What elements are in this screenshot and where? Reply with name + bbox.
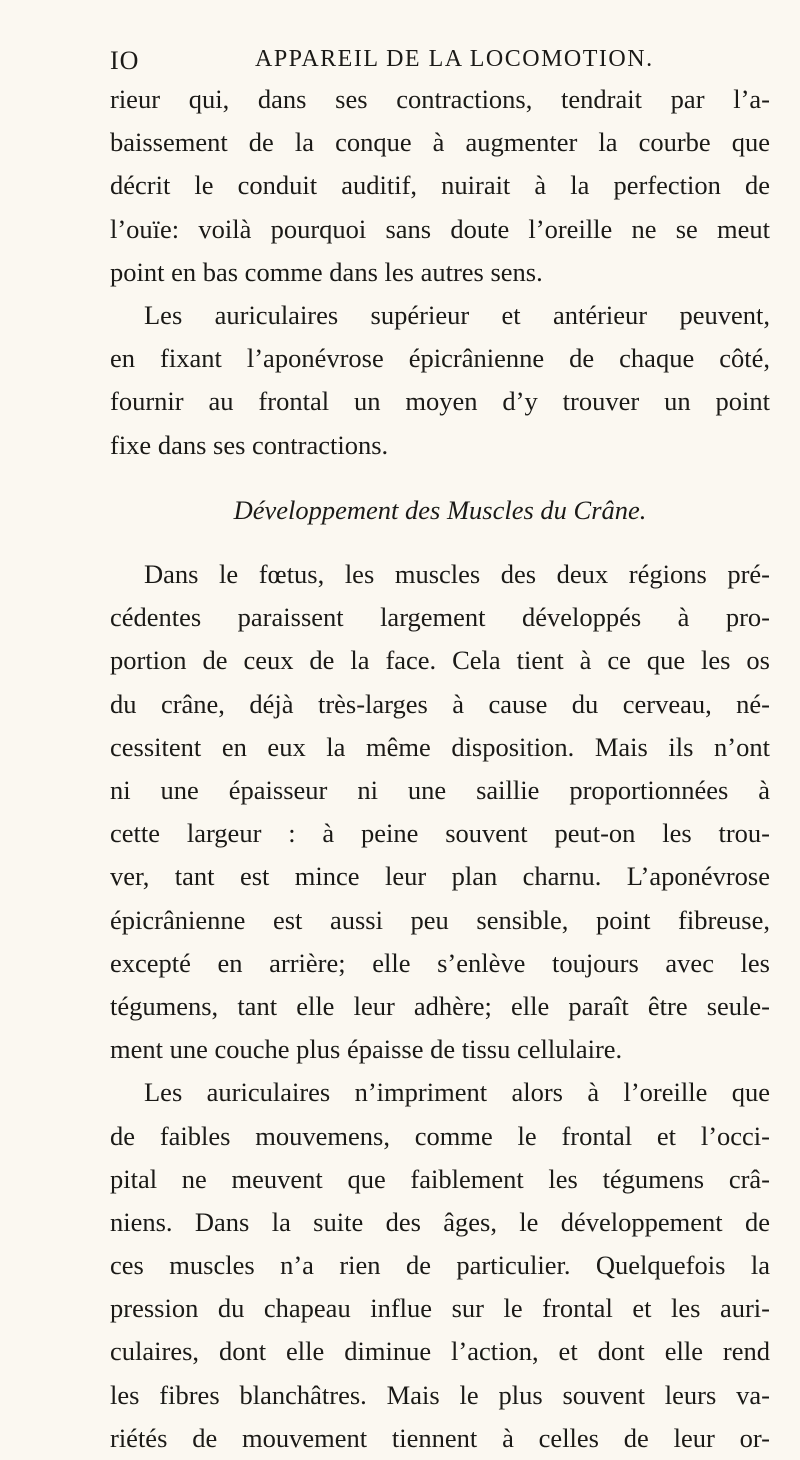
text-line: pression du chapeau influe sur le frontal et les auri- — [110, 1293, 770, 1324]
text-line: tégumens, tant elle leur adhère; elle paraît être seule- — [110, 990, 770, 1021]
text-line: cessitent en eux la même disposition. Mais ils n’ont — [110, 731, 770, 762]
section-title: Développement des Muscles du Crâne. — [233, 494, 647, 525]
text-line: les fibres blanchâtres. Mais le plus souvent leurs va- — [110, 1379, 770, 1410]
text-line: Dans le fœtus, les muscles des deux régions pré- — [144, 559, 770, 590]
text-line: pital ne meuvent que faiblement les tégumens crâ- — [110, 1163, 770, 1194]
text-line: épicrânienne est aussi peu sensible, point fibreuse, — [110, 904, 770, 935]
text-line: baissement de la conque à augmenter la courbe que — [110, 127, 770, 158]
text-line: en fixant l’aponévrose épicrânienne de chaque côté, — [110, 343, 770, 374]
text-line: fixe dans ses contractions. — [110, 429, 389, 460]
text-line: rieur qui, dans ses contractions, tendrait par l’a- — [110, 84, 770, 114]
text-line: point en bas comme dans les autres sens. — [110, 256, 543, 287]
text-line: ment une couche plus épaisse de tissu cellulaire. — [110, 1034, 623, 1065]
text-line: cédentes paraissent largement développés à pro- — [110, 602, 770, 633]
text-line: ver, tant est mince leur plan charnu. L’aponévrose — [110, 861, 770, 892]
text-line: niens. Dans la suite des âges, le développement de — [110, 1206, 770, 1237]
text-line: du crâne, déjà très-larges à cause du cerveau, né- — [110, 688, 770, 719]
page-number: IO — [110, 46, 140, 75]
text-line: riétés de mouvement tiennent à celles de leur or- — [110, 1422, 770, 1453]
text-line: Les auriculaires supérieur et antérieur peuvent, — [144, 299, 770, 330]
page-header — [110, 46, 654, 76]
text-line: fournir au frontal un moyen d’y trouver un point — [110, 386, 770, 417]
text-line: ni une épaisseur ni une saillie proportionnées à — [110, 775, 770, 806]
body-text — [110, 78, 770, 1460]
text-line: l’ouïe: voilà pourquoi sans doute l’oreille ne se meut — [110, 213, 770, 244]
text-line: décrit le conduit auditif, nuirait à la perfection de — [110, 170, 770, 201]
text-line: culaires, dont elle diminue l’action, et dont elle rend — [110, 1336, 770, 1367]
text-line: cette largeur : à peine souvent peut-on les trou- — [110, 818, 770, 849]
text-line: ces muscles n’a rien de particulier. Quelquefois la — [110, 1250, 770, 1281]
text-line: Les auriculaires n’impriment alors à l’oreille que — [144, 1077, 770, 1108]
text-line: excepté en arrière; elle s’enlève toujours avec les — [110, 947, 770, 978]
text-line: de faibles mouvemens, comme le frontal et l’occi- — [110, 1120, 770, 1151]
text-line: portion de ceux de la face. Cela tient à ce que les os — [110, 645, 770, 676]
running-head: APPAREIL DE LA LOCOMOTION. — [255, 46, 654, 72]
